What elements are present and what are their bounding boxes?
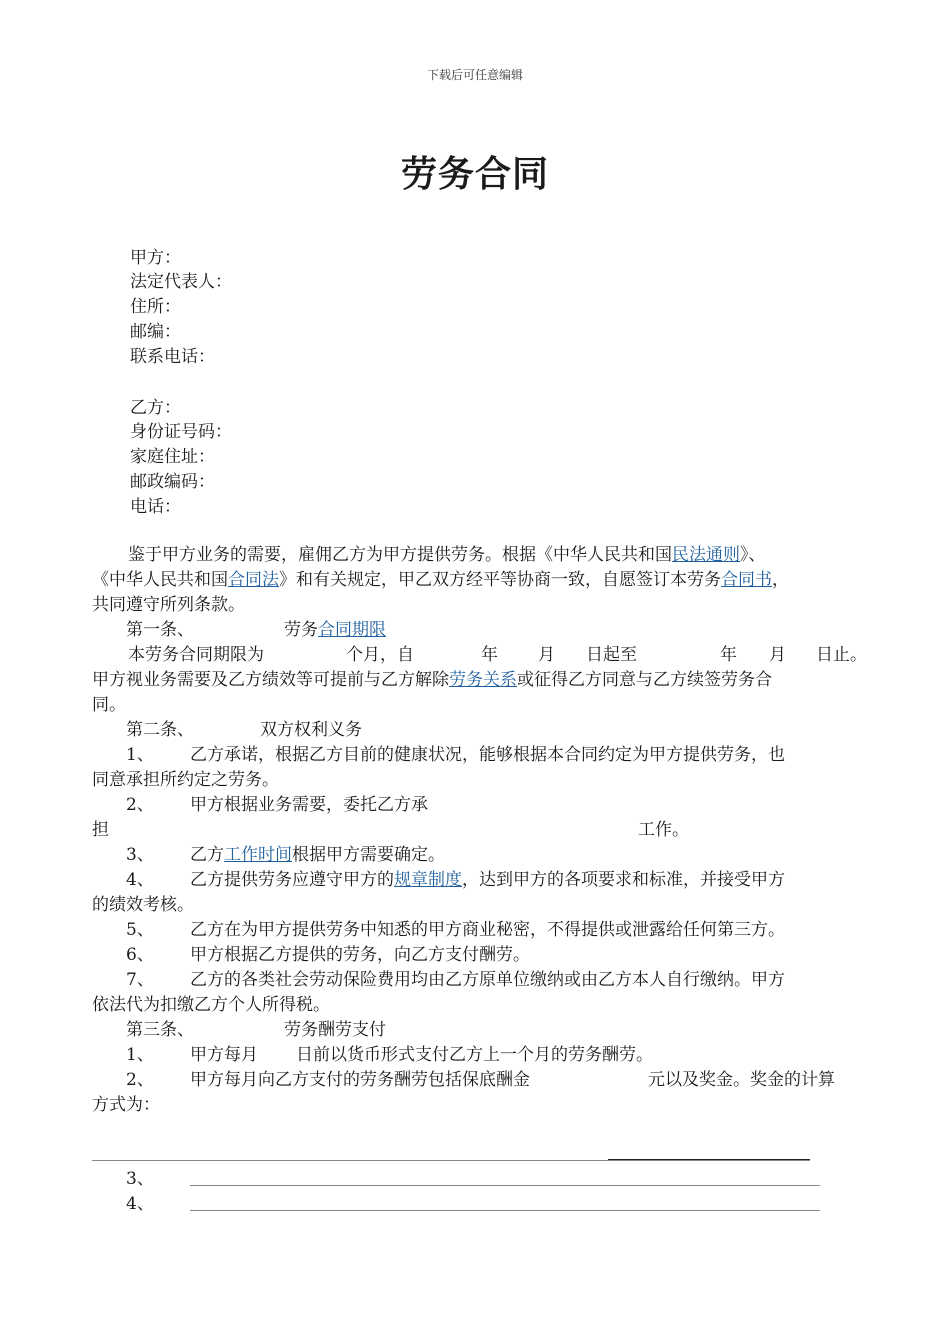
article-3-number: 第三条、 xyxy=(126,1020,194,1040)
party-a-phone: 联系电话： xyxy=(130,347,215,367)
intro-line-2 xyxy=(92,568,789,592)
article-3-item-2-text: 甲方每月向乙方支付的劳务酬劳包括保底酬金 xyxy=(190,1070,530,1090)
article-2-item-1-number: 1、 xyxy=(126,745,154,765)
party-b-phone: 电话： xyxy=(130,497,181,517)
article-2-item-2-work: 工作。 xyxy=(638,820,689,840)
page-header: 下载后可任意编辑 xyxy=(426,68,523,82)
article-1-line-2 xyxy=(92,668,772,692)
party-a-address: 住所： xyxy=(130,297,181,317)
article-2-item-4-text-cont: 的绩效考核。 xyxy=(92,895,194,915)
article-3-heading: 劳务酬劳支付 xyxy=(284,1020,386,1040)
intro-text: 》和有关规定，甲乙双方经平等协商一致，自愿签订本劳务 xyxy=(279,570,721,590)
blank-line-item-4[interactable] xyxy=(190,1210,820,1211)
intro-text: ， xyxy=(772,570,789,590)
intro-line-3: 共同遵守所列条款。 xyxy=(92,595,245,615)
article-1-text: 或征得乙方同意与乙方续签劳务合 xyxy=(517,670,772,690)
article-3-item-2-method: 方式为： xyxy=(92,1095,160,1115)
link-rules-regulations[interactable]: 规章制度 xyxy=(394,870,462,890)
party-b-postcode: 邮政编码： xyxy=(130,472,215,492)
article-1-year: 年 xyxy=(481,645,498,665)
intro-text: 鉴于甲方业务的需要，雇佣乙方为甲方提供劳务。根据《中华人民共和国 xyxy=(128,545,672,565)
article-2-item-1-text: 乙方承诺，根据乙方目前的健康状况，能够根据本合同约定为甲方提供劳务，也 xyxy=(190,745,785,765)
party-a-postcode: 邮编： xyxy=(130,322,181,342)
blank-line-emphasis xyxy=(608,1159,810,1160)
article-2-heading: 双方权利义务 xyxy=(260,720,362,740)
party-a-rep: 法定代表人： xyxy=(130,272,232,292)
page-title: 劳务合同 xyxy=(400,154,549,195)
article-1-line-3: 同。 xyxy=(92,695,126,715)
article-2-item-6-text: 甲方根据乙方提供的劳务，向乙方支付酬劳。 xyxy=(190,945,530,965)
party-b-home: 家庭住址： xyxy=(130,447,215,467)
article-2-item-4-text xyxy=(190,868,785,892)
intro-text: 》、 xyxy=(740,545,766,565)
article-3-item-2-text-cont: 元以及奖金。奖金的计算 xyxy=(648,1070,835,1090)
article-1-month-end: 月 xyxy=(769,645,786,665)
article-1-number: 第一条、 xyxy=(126,620,194,640)
article-1-term-text: 本劳务合同期限为 xyxy=(128,645,264,665)
article-2-item-3-suffix: 根据甲方需要确定。 xyxy=(292,845,445,865)
article-3-item-2-number: 2、 xyxy=(126,1070,154,1090)
article-2-item-4-number: 4、 xyxy=(126,870,154,890)
article-2-item-3-number: 3、 xyxy=(126,845,154,865)
article-2-item-7-text-cont: 依法代为扣缴乙方个人所得税。 xyxy=(92,995,330,1015)
article-2-item-4-suffix: ，达到甲方的各项要求和标准，并接受甲方 xyxy=(462,870,785,890)
article-2-item-3-text xyxy=(190,843,445,867)
article-1-from: 日起至 xyxy=(586,645,637,665)
article-1-months: 个月，自 xyxy=(346,645,414,665)
intro-text: 《中华人民共和国 xyxy=(92,570,228,590)
blank-line[interactable] xyxy=(92,1160,810,1161)
article-2-item-1-text-cont: 同意承担所约定之劳务。 xyxy=(92,770,279,790)
party-b-label: 乙方： xyxy=(130,398,181,418)
article-2-item-2-text-cont: 担 xyxy=(92,820,109,840)
article-2-item-7-number: 7、 xyxy=(126,970,154,990)
article-3-item-1-number: 1、 xyxy=(126,1045,154,1065)
article-2-item-7-text: 乙方的各类社会劳动保险费用均由乙方原单位缴纳或由乙方本人自行缴纳。甲方 xyxy=(190,970,785,990)
article-2-item-5-text: 乙方在为甲方提供劳务中知悉的甲方商业秘密，不得提供或泄露给任何第三方。 xyxy=(190,920,785,940)
article-2-item-2-number: 2、 xyxy=(126,795,154,815)
party-b-id: 身份证号码： xyxy=(130,422,232,442)
link-work-time[interactable]: 工作时间 xyxy=(224,845,292,865)
article-3-item-4-number: 4、 xyxy=(126,1194,154,1214)
link-labor-relation[interactable]: 劳务关系 xyxy=(449,670,517,690)
article-2-number: 第二条、 xyxy=(126,720,194,740)
link-contract-term[interactable]: 合同期限 xyxy=(318,620,386,640)
article-2-item-2-text: 甲方根据业务需要，委托乙方承 xyxy=(190,795,428,815)
link-contract-law[interactable]: 合同法 xyxy=(228,570,279,590)
article-3-item-1-text-cont: 日前以货币形式支付乙方上一个月的劳务酬劳。 xyxy=(296,1045,653,1065)
blank-line-item-3[interactable] xyxy=(190,1185,820,1186)
article-2-item-3-prefix: 乙方 xyxy=(190,845,224,865)
article-1-heading xyxy=(284,618,386,642)
article-3-item-3-number: 3、 xyxy=(126,1169,154,1189)
article-2-item-6-number: 6、 xyxy=(126,945,154,965)
article-1-month: 月 xyxy=(538,645,555,665)
article-2-item-4-prefix: 乙方提供劳务应遵守甲方的 xyxy=(190,870,394,890)
article-1-year-end: 年 xyxy=(720,645,737,665)
link-contract-document[interactable]: 合同书 xyxy=(721,570,772,590)
article-1-heading-text: 劳务 xyxy=(284,620,318,640)
party-a-label: 甲方： xyxy=(130,248,181,268)
article-1-text: 甲方视业务需要及乙方绩效等可提前与乙方解除 xyxy=(92,670,449,690)
link-civil-law[interactable]: 民法通则 xyxy=(672,545,740,565)
article-3-item-1-text: 甲方每月 xyxy=(190,1045,258,1065)
article-1-to: 日止。 xyxy=(816,645,867,665)
article-2-item-5-number: 5、 xyxy=(126,920,154,940)
intro-line-1 xyxy=(128,543,766,567)
